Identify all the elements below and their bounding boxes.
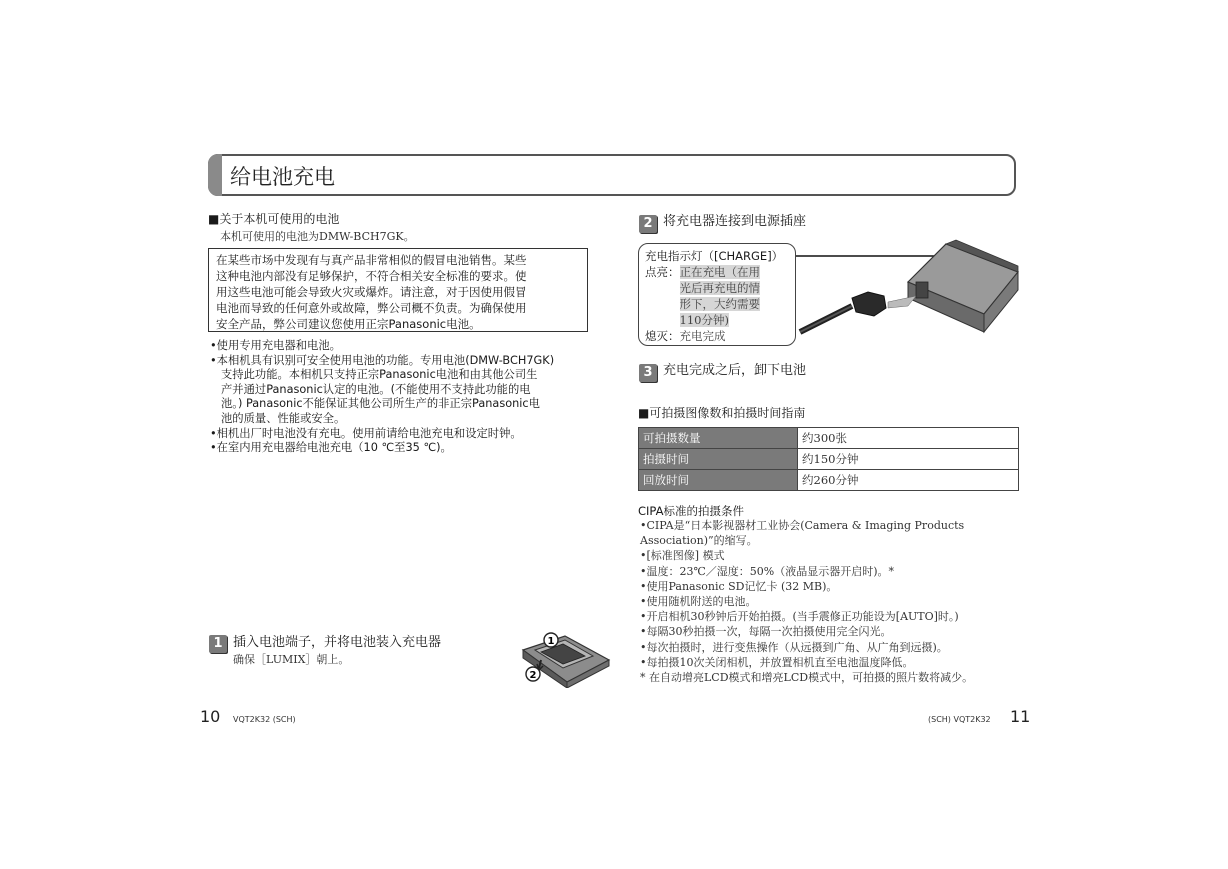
step2-title: 将充电器连接到电源插座 bbox=[663, 214, 807, 229]
callout-1-label: 1 bbox=[547, 636, 555, 647]
left-page-number: 10 bbox=[200, 707, 221, 726]
cipa-item: * 在自动增亮LCD模式和增亮LCD模式中，可拍摄的照片数将减少。 bbox=[640, 671, 974, 685]
page-title: 给电池充电 bbox=[230, 165, 335, 189]
step3-number-badge: 3 bbox=[639, 361, 657, 382]
step2-number-badge: 2 bbox=[639, 212, 657, 233]
cipa-item: •[标准图像] 模式 bbox=[640, 549, 725, 563]
bullet-item: •相机出厂时电池没有充电。使用前请给电池充电和设定时钟。 bbox=[210, 426, 522, 440]
cipa-item: •开启相机30秒钟后开始拍摄。(当手震修正功能设为[AUTO]时。) bbox=[640, 610, 959, 624]
table-value-cell: 约260分钟 bbox=[798, 470, 1019, 491]
table-value-cell: 约300张 bbox=[798, 428, 1019, 449]
recording-guide-heading: ■可拍摄图像数和拍摄时间指南 bbox=[638, 406, 806, 420]
bullet-item: 产并通过Panasonic认定的电池。(不能使用不支持此功能的电 bbox=[221, 382, 531, 396]
battery-insert-illustration bbox=[515, 628, 615, 688]
battery-note: 本机可使用的电池为DMW-BCH7GK。 bbox=[220, 230, 415, 243]
cipa-item: •使用Panasonic SD记忆卡 (32 MB)。 bbox=[640, 579, 838, 593]
charge-on-line: 正在充电（在用 bbox=[679, 265, 760, 279]
charge-off-text: 充电完成 bbox=[679, 329, 726, 343]
table-key-cell: 拍摄时间 bbox=[639, 449, 798, 470]
callout-2-label: 2 bbox=[529, 670, 537, 681]
bullet-item: •使用专用充电器和电池。 bbox=[210, 339, 341, 352]
cipa-conditions-list bbox=[640, 518, 973, 685]
bullet-item: 池。) Panasonic不能保证其他公司所生产的非正宗Panasonic电 bbox=[221, 397, 540, 411]
battery-bullet-list bbox=[210, 339, 554, 456]
warning-line: 用这些电池可能会导致火灾或爆炸。请注意，对于因使用假冒 bbox=[216, 285, 527, 299]
warning-line: 安全产品，弊公司建议您使用正宗Panasonic电池。 bbox=[216, 317, 481, 331]
charger-plug-illustration bbox=[796, 236, 1020, 344]
cipa-item: •使用随机附送的电池。 bbox=[640, 595, 757, 609]
cipa-item: Association)”的缩写。 bbox=[640, 534, 758, 548]
title-accent-bar bbox=[208, 154, 222, 196]
right-page-number: 11 bbox=[1010, 707, 1031, 726]
table-key-cell: 可拍摄数量 bbox=[639, 428, 798, 449]
warning-box bbox=[208, 248, 588, 332]
cipa-item: •每隔30秒拍摄一次，每隔一次拍摄使用完全闪光。 bbox=[640, 625, 892, 639]
table-row bbox=[639, 449, 1019, 470]
charge-off-label: 熄灭： bbox=[645, 329, 680, 343]
charge-on-line: 光后再充电的情 bbox=[679, 281, 760, 295]
bullet-item: 支持此功能。本相机只支持正宗Panasonic电池和由其他公司生 bbox=[221, 368, 538, 382]
right-footer-code: (SCH) VQT2K32 bbox=[928, 715, 991, 724]
cipa-item: •CIPA是“日本影视器材工业协会(Camera & Imaging Products bbox=[640, 519, 965, 532]
bullet-item: •在室内用充电器给电池充电（10 ℃至35 ℃)。 bbox=[210, 441, 452, 455]
charge-on-line: 110分钟) bbox=[679, 313, 729, 327]
cipa-item: •每拍摄10次关闭相机，并放置相机直至电池温度降低。 bbox=[640, 655, 914, 669]
step3-title: 充电完成之后，卸下电池 bbox=[663, 363, 807, 378]
recording-capacity-table bbox=[638, 427, 1019, 491]
warning-line: 电池而导致的任何意外或故障，弊公司概不负责。为确保使用 bbox=[216, 301, 527, 315]
table-row bbox=[639, 428, 1019, 449]
left-footer-code: VQT2K32 (SCH) bbox=[233, 715, 296, 724]
warning-line: 在某些市场中发现有与真产品非常相似的假冒电池销售。某些 bbox=[216, 253, 527, 267]
step1-description: 确保［LUMIX］朝上。 bbox=[233, 653, 350, 666]
cipa-heading: CIPA标准的拍摄条件 bbox=[638, 504, 744, 518]
charge-on-line: 形下，大约需要 bbox=[679, 297, 760, 311]
table-row bbox=[639, 470, 1019, 491]
table-key-cell: 回放时间 bbox=[639, 470, 798, 491]
bullet-item: •本相机具有识别可安全使用电池的功能。专用电池(DMW-BCH7GK) bbox=[210, 353, 555, 367]
step1-title: 插入电池端子，并将电池装入充电器 bbox=[233, 635, 442, 650]
battery-section-heading: ■关于本机可使用的电池 bbox=[208, 212, 340, 226]
warning-line: 这种电池内部没有足够保护，不符合相关安全标准的要求。使 bbox=[216, 269, 527, 283]
charge-indicator-box bbox=[638, 243, 796, 346]
bullet-item: 池的质量、性能或安全。 bbox=[221, 411, 346, 425]
charge-indicator-heading: 充电指示灯（[CHARGE]） bbox=[645, 249, 784, 263]
charge-on-label: 点亮： bbox=[645, 265, 680, 279]
cipa-item: •每次拍摄时，进行变焦操作（从远摄到广角、从广角到远摄)。 bbox=[640, 640, 948, 654]
cipa-item: •温度：23℃／湿度：50%（液晶显示器开启时)。* bbox=[640, 564, 895, 578]
step1-number-badge: 1 bbox=[209, 632, 227, 653]
table-value-cell: 约150分钟 bbox=[798, 449, 1019, 470]
